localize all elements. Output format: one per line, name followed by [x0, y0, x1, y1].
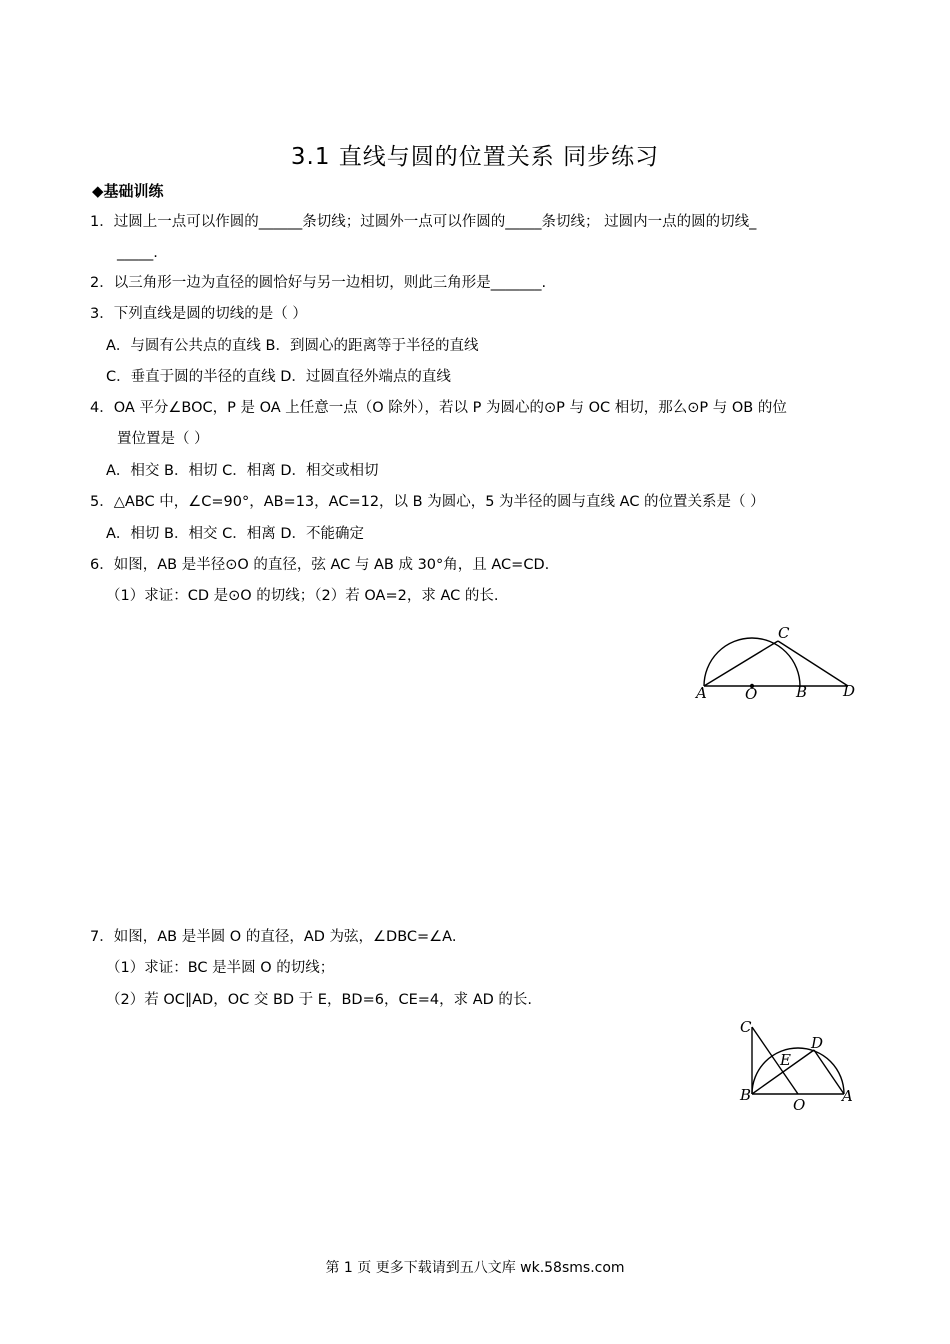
- q3-options-ab: A．与圆有公共点的直线 B．到圆心的距离等于半径的直线: [106, 338, 479, 354]
- q2-line: 2．以三角形一边为直径的圆恰好与另一边相切，则此三角形是_______.: [90, 275, 547, 291]
- semicircle-arc: [752, 1048, 844, 1094]
- q7-stem: 7．如图，AB 是半圆 O 的直径，AD 为弦，∠DBC=∠A.: [90, 929, 457, 945]
- figure-2-semicircle: [735, 1015, 865, 1115]
- line-cd: [778, 641, 848, 686]
- q1-line-2: _____.: [117, 245, 158, 261]
- label-e: E: [780, 1051, 791, 1069]
- label-c: C: [740, 1018, 752, 1036]
- label-d: D: [843, 682, 856, 700]
- label-b: B: [796, 683, 808, 701]
- q3-stem: 3．下列直线是圆的切线的是（ ）: [90, 306, 307, 322]
- q4-stem-2: 置位置是（ ）: [117, 431, 209, 447]
- q6-parts: （1）求证：CD 是⊙O 的切线；（2）若 OA=2，求 AC 的长.: [106, 588, 499, 604]
- q7-part-2: （2）若 OC∥AD，OC 交 BD 于 E，BD=6，CE=4，求 AD 的长.: [106, 992, 533, 1008]
- page-footer: 第 1 页 更多下载请到五八文库 wk.58sms.com: [325, 1260, 625, 1276]
- chord-ac: [704, 641, 778, 686]
- q5-stem: 5．△ABC 中，∠C=90°，AB=13，AC=12，以 B 为圆心，5 为半径的圆与直线 AC 的位置关系是（ ）: [90, 494, 765, 510]
- chord-ad: [814, 1050, 844, 1094]
- q4-options: A．相交 B．相切 C．相离 D．相交或相切: [106, 463, 379, 479]
- q1-line-1: 1．过圆上一点可以作圆的______条切线；过圆外一点可以作圆的_____条切线； 过圆内一点的圆的切线_: [90, 214, 757, 230]
- q4-stem-1: 4．OA 平分∠BOC，P 是 OA 上任意一点（O 除外），若以 P 为圆心的⊙P 与 OC 相切，那么⊙P 与 OB 的位: [90, 400, 787, 416]
- label-a: A: [696, 684, 707, 702]
- label-b: B: [740, 1086, 752, 1104]
- q5-options: A．相切 B．相交 C．相离 D．不能确定: [106, 526, 364, 542]
- figure-1-circle-tangent: [690, 620, 870, 705]
- line-co: [752, 1027, 798, 1094]
- q6-stem: 6．如图，AB 是半径⊙O 的直径，弦 AC 与 AB 成 30°角，且 AC=CD.: [90, 557, 550, 573]
- q7-part-1: （1）求证：BC 是半圆 O 的切线；: [106, 960, 335, 976]
- page-title: 3.1 直线与圆的位置关系 同步练习: [290, 144, 660, 170]
- label-d: D: [811, 1034, 824, 1052]
- q3-options-cd: C．垂直于圆的半径的直线 D．过圆直径外端点的直线: [106, 369, 451, 385]
- label-c: C: [778, 624, 790, 642]
- label-o: O: [793, 1096, 806, 1114]
- label-o: O: [745, 685, 758, 703]
- section-heading: ◆基础训练: [92, 182, 164, 200]
- label-a: A: [842, 1087, 853, 1105]
